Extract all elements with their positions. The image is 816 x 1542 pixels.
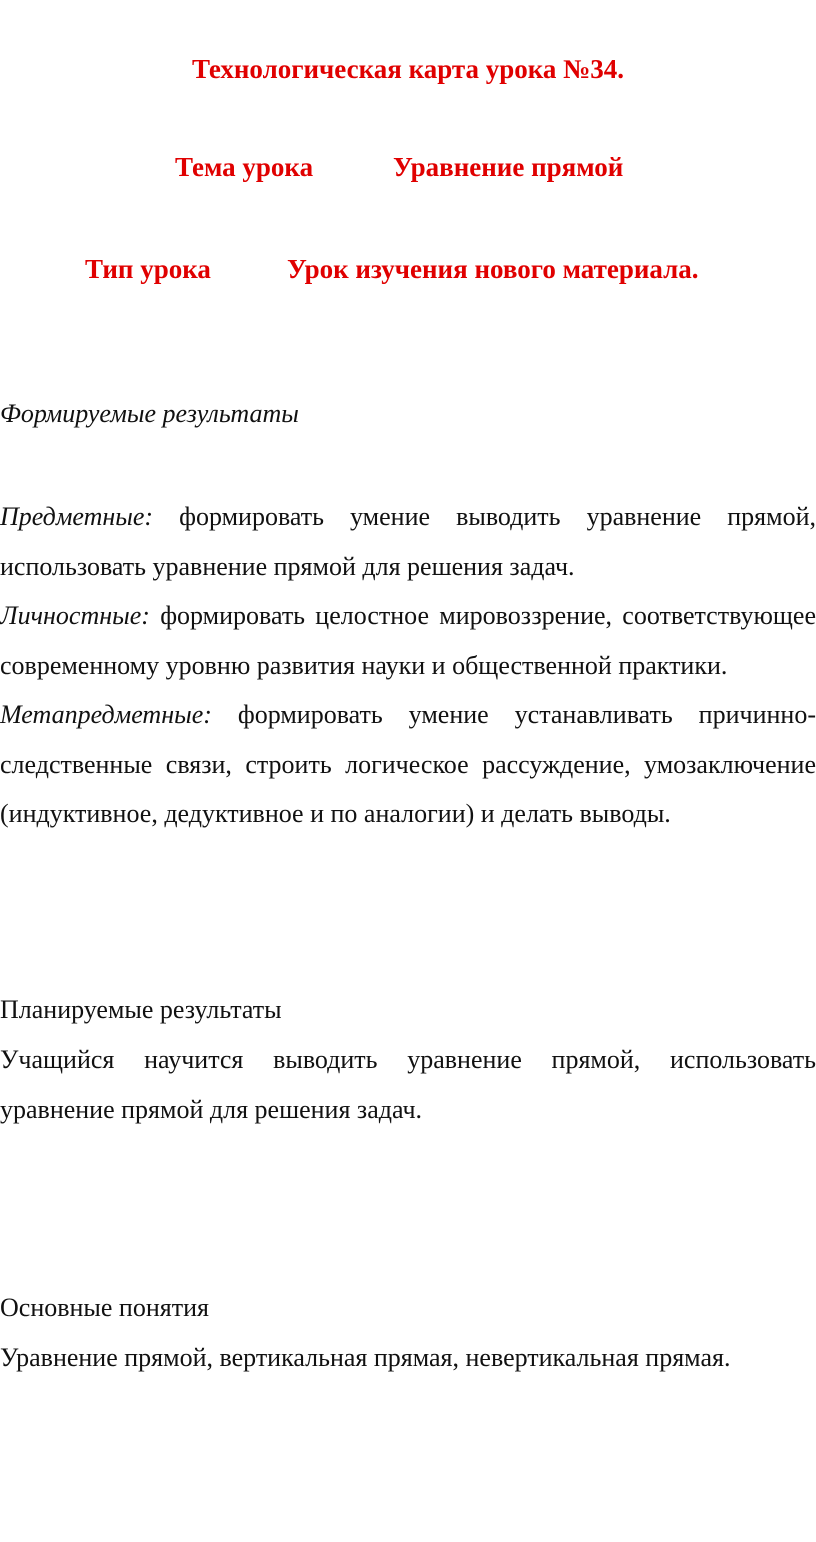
document-title: Технологическая карта урока №34. (191, 54, 625, 84)
formed-results-heading: Формируемые результаты (0, 399, 299, 428)
topic-label: Тема урока (175, 152, 314, 182)
planned-results-text: Учащийся научится выводить уравнение прямой, использовать уравнение прямой для решения задач. (0, 1045, 816, 1124)
subject-results-paragraph (0, 492, 816, 591)
personal-results-paragraph (0, 591, 816, 690)
meta-results-paragraph (0, 690, 816, 839)
basic-concepts-text: Уравнение прямой, вертикальная прямая, невертикальная прямая. (0, 1343, 731, 1372)
topic-value: Уравнение прямой (393, 152, 624, 182)
subject-results-label: Предметные: (0, 502, 154, 531)
subject-results-text: формировать умение выводить уравнение прямой, использовать уравнение прямой для решения задач. (0, 502, 816, 581)
planned-results-heading: Планируемые результаты (0, 995, 282, 1024)
lesson-type-value: Урок изучения нового материала. (287, 254, 699, 284)
lesson-type-label: Тип урока (85, 254, 211, 284)
meta-results-label: Метапредметные: (0, 700, 212, 729)
meta-results-text: формировать умение устанавливать причинно-следственные связи, строить логическое рассуждение, умозаключение (индуктивное, дедуктивное и по аналогии) и делать выводы. (0, 700, 816, 828)
personal-results-text: формировать целостное мировоззрение, соответствующее современному уровню развития науки и общественной практики. (0, 601, 816, 680)
personal-results-label: Личностные: (0, 601, 150, 630)
basic-concepts-heading: Основные понятия (0, 1293, 209, 1322)
formed-results-list (0, 492, 816, 839)
